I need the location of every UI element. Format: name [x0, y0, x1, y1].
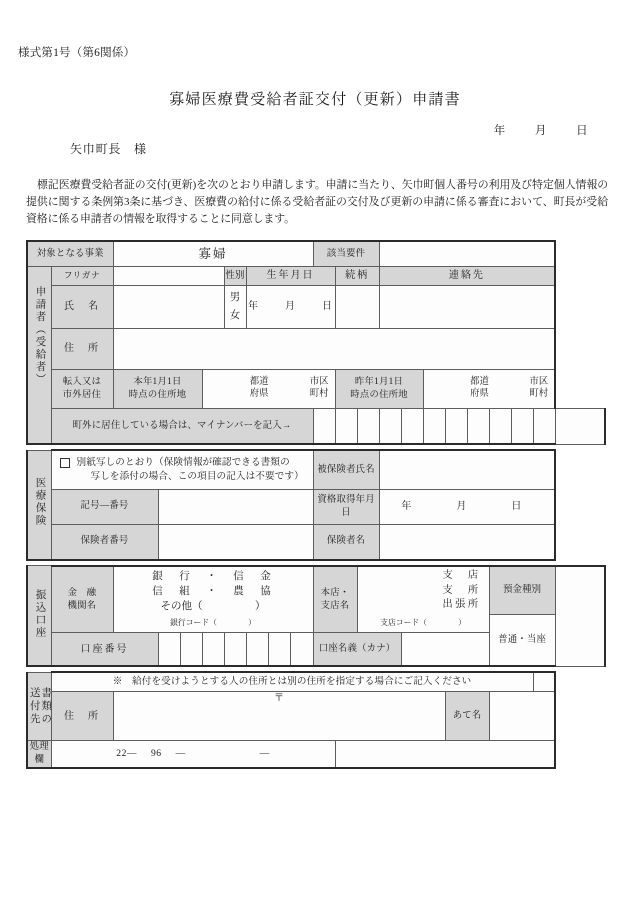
bank-type-line-2: 信 組 ・ 農 協: [152, 586, 274, 598]
target-business-value[interactable]: 寡婦: [113, 241, 313, 267]
recipient-label: あて名: [445, 692, 489, 741]
deposit-type-label: 預金種別: [489, 566, 555, 615]
attach-checkbox-cell[interactable]: [51, 450, 313, 489]
birth-month-label: 月: [285, 301, 297, 313]
applicant-section-label: 申請者（受給者）: [27, 267, 51, 409]
mynumber-cell[interactable]: [379, 409, 401, 445]
last-year-pref: 都道 府県: [470, 377, 489, 399]
gender-male-option[interactable]: 男: [229, 292, 241, 303]
address-value[interactable]: [113, 329, 555, 370]
row-residence-history: [27, 370, 605, 409]
account-holder-label: 口座名義（カナ）: [313, 633, 401, 667]
form-code: 様式第1号（第6関係）: [18, 47, 136, 59]
mynumber-cell[interactable]: [401, 409, 423, 445]
attach-check-text: 別紙写しのとおり（保険情報が確認できる書類の 写しを添付の場合、この項目の記入は不要です）: [76, 457, 304, 482]
row-insurance-insurer: [27, 524, 605, 560]
institution-label: 金 融 機関名: [51, 566, 113, 633]
this-year-pref: 都道 府県: [249, 377, 269, 399]
row-delivery-note: [27, 672, 605, 692]
account-holder-value[interactable]: [401, 633, 489, 667]
recipient-value[interactable]: [489, 692, 555, 741]
name-value[interactable]: [113, 286, 224, 329]
account-number-cell[interactable]: [158, 633, 180, 667]
acquire-day-label: 日: [511, 501, 523, 513]
mynumber-note: 町外に居住している場合は、マイナンバーを記入→: [51, 409, 313, 445]
date-line: [494, 122, 588, 138]
acquire-month-label: 月: [456, 501, 468, 513]
insurer-number-label: 保険者番号: [51, 524, 158, 560]
processing-label: 処理欄: [27, 741, 51, 768]
delivery-section-label: [27, 672, 51, 741]
delivery-address-value[interactable]: [113, 692, 445, 741]
gender-female-option[interactable]: 女: [229, 309, 241, 321]
branch-type-line-1: 支 店: [442, 570, 481, 582]
bank-type-line-1: 銀 行 ・ 信 金: [152, 570, 274, 582]
birth-year-label: 年: [248, 301, 260, 313]
bank-section-label: 振込口座: [27, 566, 51, 667]
attach-checkbox[interactable]: [60, 458, 70, 468]
this-year-address-value[interactable]: [202, 370, 335, 409]
bank-type-line-3: その他（ ）: [160, 601, 266, 613]
bank-code-note[interactable]: 銀行コード（ ）: [113, 614, 313, 633]
deposit-type-value[interactable]: 普通・当座: [489, 614, 555, 666]
branch-name-label: 本店・ 支店名: [313, 566, 357, 633]
row-bank-institution: [27, 566, 605, 615]
last-year-label: 昨年1月1日 時点の住所地: [335, 370, 423, 409]
account-number-cell[interactable]: [246, 633, 268, 667]
applicant-section-label-continued: [27, 409, 51, 445]
name-label: 氏 名: [51, 286, 113, 329]
mynumber-cell[interactable]: [533, 409, 555, 445]
furigana-label: フリガナ: [51, 267, 113, 286]
application-form-table: [26, 240, 606, 769]
mynumber-cell[interactable]: [555, 409, 605, 445]
this-year-city: 市区 町村: [309, 377, 329, 399]
mynumber-cell[interactable]: [467, 409, 489, 445]
date-year-label: 年: [493, 125, 506, 137]
mynumber-cell[interactable]: [445, 409, 467, 445]
insured-name-label: 被保険者氏名: [313, 450, 379, 489]
bank-types-cell[interactable]: [113, 566, 313, 615]
account-number-label: 口座番号: [51, 633, 158, 667]
symbol-number-label: 記号―番号: [51, 489, 158, 524]
furigana-value[interactable]: [113, 267, 224, 286]
last-year-city: 市区 町村: [529, 377, 549, 399]
mynumber-cell[interactable]: [357, 409, 379, 445]
account-number-cell[interactable]: [224, 633, 246, 667]
processing-code-a: 22―: [116, 747, 137, 759]
mynumber-cell[interactable]: [313, 409, 335, 445]
branch-code-note[interactable]: 支店コード（ ）: [357, 614, 489, 633]
processing-blank[interactable]: [335, 741, 555, 768]
insured-name-value[interactable]: [379, 450, 555, 489]
acquire-date-value[interactable]: [379, 489, 555, 524]
birth-label: 生年月日: [246, 267, 335, 286]
acquire-date-label: 資格取得年月日: [313, 489, 379, 524]
processing-codes[interactable]: [51, 741, 335, 768]
move-in-label: 転入又は 市外居住: [51, 370, 113, 409]
row-name: [27, 286, 605, 329]
mynumber-cell[interactable]: [511, 409, 533, 445]
symbol-number-value[interactable]: [158, 489, 313, 524]
date-day-label: 日: [576, 125, 588, 137]
processing-dash-2: ―: [259, 747, 270, 759]
target-business-label: 対象となる事業: [27, 241, 113, 267]
contact-label: 連絡先: [379, 267, 555, 286]
branch-type-line-2: 支 所: [442, 584, 481, 596]
relation-label: 続柄: [335, 267, 379, 286]
row-furigana-headers: [27, 267, 605, 286]
delivery-note: ※ 給付を受けようとする人の住所とは別の住所を指定する場合にご記入ください: [51, 672, 533, 692]
postal-code-icon: 〒: [274, 693, 285, 705]
birth-day-label: 日: [322, 301, 334, 313]
page-title: 寡婦医療費受給者証交付（更新）申請書: [169, 92, 461, 108]
row-target-business: [27, 241, 605, 267]
account-number-cell[interactable]: [290, 633, 313, 667]
row-mynumber: [27, 409, 605, 445]
row-delivery-address: [27, 692, 605, 741]
acquire-year-label: 年: [401, 501, 413, 513]
account-number-cell[interactable]: [268, 633, 290, 667]
insurer-number-value[interactable]: [158, 524, 313, 560]
branch-type-line-3: 出張所: [442, 598, 481, 610]
insurance-section-label: 医療保険: [27, 450, 51, 560]
last-year-address-value[interactable]: [423, 370, 555, 409]
requirement-value[interactable]: [379, 241, 555, 267]
requirement-label: 該当要件: [313, 241, 379, 267]
processing-dash-1: ―: [175, 747, 186, 759]
account-number-cell[interactable]: [180, 633, 202, 667]
mynumber-cell[interactable]: [489, 409, 511, 445]
addressee: 矢巾町長 様: [70, 142, 147, 156]
row-insurance-attach: [27, 450, 605, 489]
insurer-name-value[interactable]: [379, 524, 555, 560]
gender-value[interactable]: [224, 286, 246, 329]
contact-value[interactable]: [379, 286, 555, 329]
date-month-label: 月: [534, 125, 547, 137]
row-processing: [27, 741, 605, 768]
address-label: 住 所: [51, 329, 113, 370]
insurer-name-label: 保険者名: [313, 524, 379, 560]
account-number-cell[interactable]: [202, 633, 224, 667]
mynumber-cell[interactable]: [335, 409, 357, 445]
delivery-label-right: 書類の: [40, 687, 52, 727]
branch-types-cell[interactable]: [357, 566, 489, 615]
this-year-label: 本年1月1日 時点の住所地: [113, 370, 202, 409]
delivery-address-label: 住 所: [51, 692, 113, 741]
row-address: [27, 329, 605, 370]
delivery-label-left: 送付先: [28, 687, 40, 727]
birth-value[interactable]: [246, 286, 335, 329]
relation-value[interactable]: [335, 286, 379, 329]
gender-label: 性別: [224, 267, 246, 286]
row-insurance-symbol: [27, 489, 605, 524]
body-paragraph: 標記医療費受給者証の交付(更新)を次のとおり申請します。申請に当たり、矢巾町個人番号の利用及び特定個人情報の提供に関する条例第3条に基づき、医療費の給付に係る受給者証の交付及び更新の申請に係る審査において、町長が受給資格に係る申請者の情報を取得することに同意します。: [26, 179, 608, 225]
processing-code-b: 96: [150, 747, 162, 759]
mynumber-cell[interactable]: [423, 409, 445, 445]
